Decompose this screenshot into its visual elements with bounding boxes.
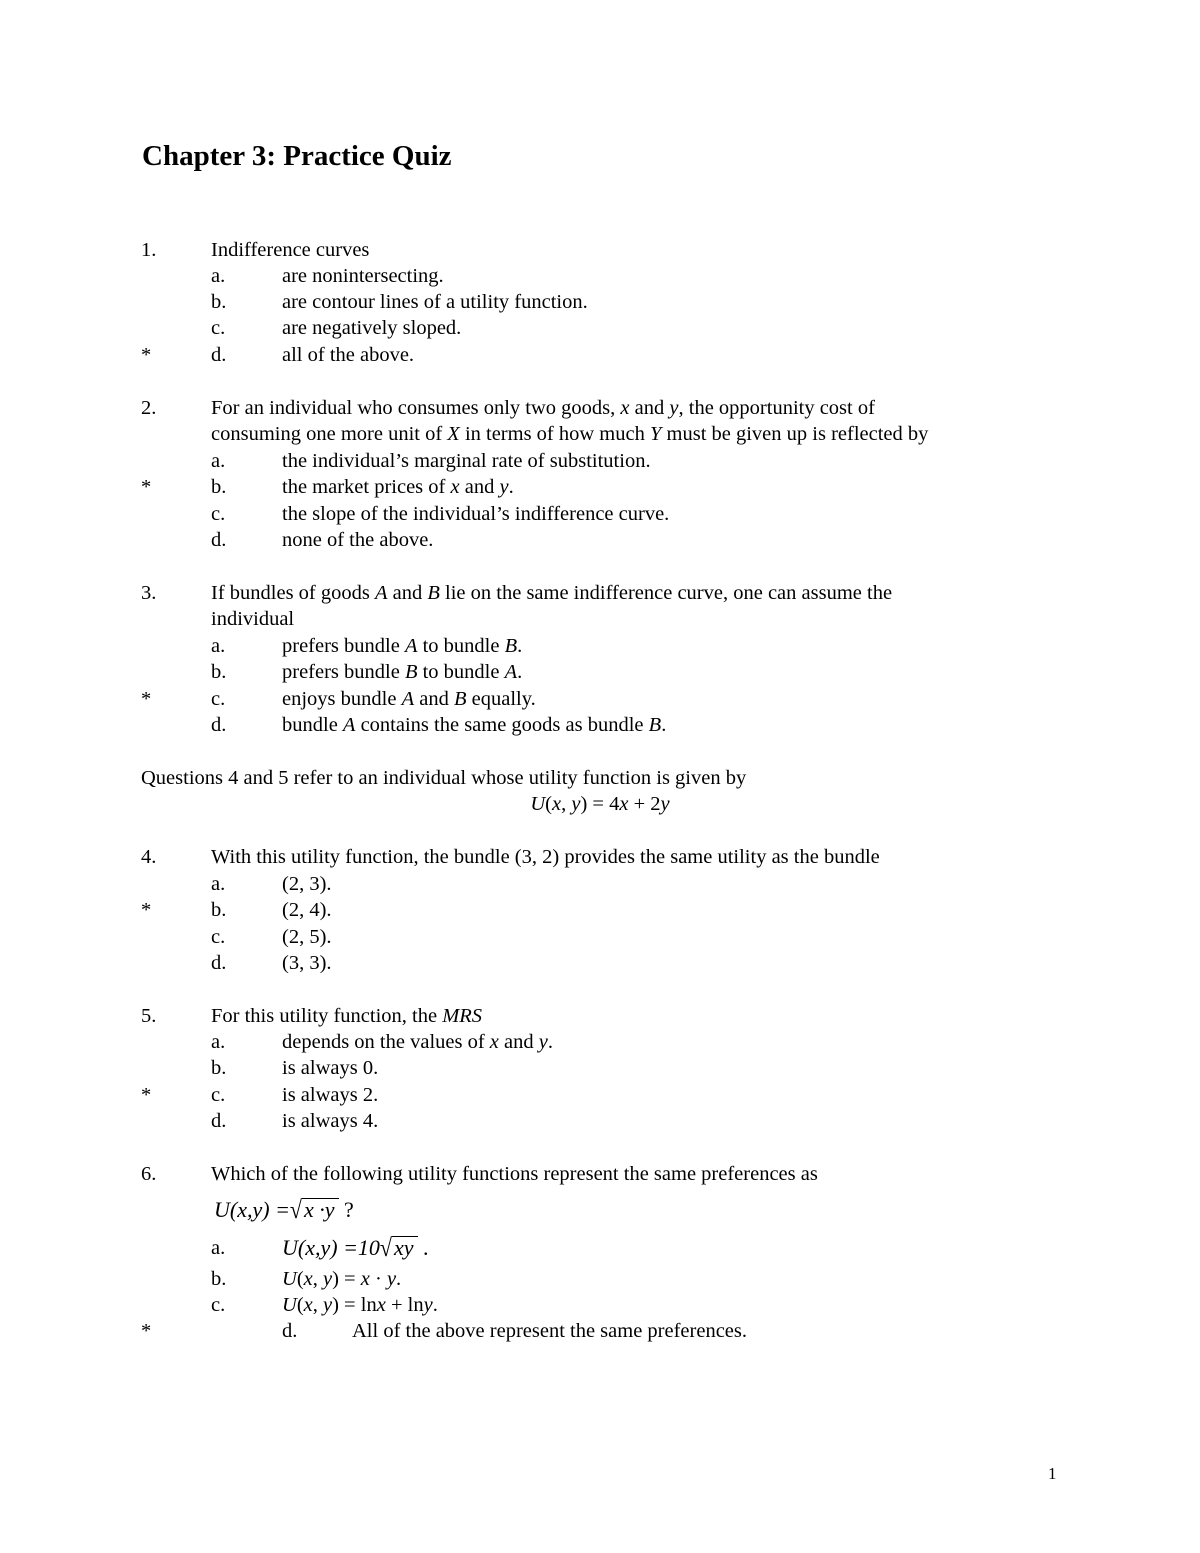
option-1b: b. are contour lines of a utility function. — [211, 291, 588, 313]
question-text: For this utility function, the MRS — [211, 1005, 483, 1027]
question-6 — [0, 1161, 1200, 1187]
option-5d: d. is always 4. — [211, 1110, 379, 1132]
option-2b: * b. the market prices of x and y. — [141, 476, 514, 498]
question-5 — [0, 1003, 1200, 1029]
answer-mark: * — [141, 1320, 152, 1342]
question-1 — [0, 237, 1200, 263]
answer-mark: * — [141, 344, 152, 366]
question-number: 3. — [141, 582, 157, 604]
question-text: Which of the following utility functions represent the same preferences as — [211, 1163, 818, 1185]
answer-mark: * — [141, 1084, 152, 1106]
option-2a: a. the individual’s marginal rate of substitution. — [211, 450, 651, 472]
question-3-cont: individual — [211, 608, 295, 630]
option-5b: b. is always 0. — [211, 1057, 379, 1079]
option-2c: c. the slope of the individual’s indifference curve. — [211, 503, 670, 525]
question-text: If bundles of goods A and B lie on the same indifference curve, one can assume the — [211, 582, 893, 604]
question-4 — [0, 844, 1200, 870]
questions-4-5-intro: Questions 4 and 5 refer to an individual whose utility function is given by — [141, 767, 747, 789]
option-6b: b. U(x, y) = x · y. — [211, 1268, 402, 1290]
answer-mark: * — [141, 476, 152, 498]
question-number: 1. — [141, 239, 157, 261]
option-3d: d. bundle A contains the same goods as bundle B. — [211, 714, 667, 736]
answer-mark: * — [141, 899, 152, 921]
option-1a: a. are nonintersecting. — [211, 265, 444, 287]
question-number: 5. — [141, 1005, 157, 1027]
question-text: For an individual who consumes only two goods, x and y, the opportunity cost of — [211, 397, 875, 419]
utility-formula: U(x, y) = 4x + 2y — [530, 793, 670, 815]
option-4d: d. (3, 3). — [211, 952, 332, 974]
question-text: With this utility function, the bundle (3, 2) provides the same utility as the bundle — [211, 846, 880, 868]
question-text: Indifference curves — [211, 239, 370, 261]
question-number: 4. — [141, 846, 157, 868]
option-2d: d. none of the above. — [211, 529, 434, 551]
option-3b: b. prefers bundle B to bundle A. — [211, 661, 523, 683]
answer-mark: * — [141, 688, 152, 710]
option-3c: * c. enjoys bundle A and B equally. — [141, 688, 536, 710]
option-1d: * d. all of the above. — [141, 344, 415, 366]
question-number: 2. — [141, 397, 157, 419]
option-4c: c. (2, 5). — [211, 926, 332, 948]
option-4a: a. (2, 3). — [211, 873, 332, 895]
option-4b: * b. (2, 4). — [141, 899, 332, 921]
option-5a: a. depends on the values of x and y. — [211, 1031, 553, 1053]
page-title: Chapter 3: Practice Quiz — [142, 140, 452, 172]
option-6a: a. U(x,y) =10√xy . — [0, 1233, 1200, 1263]
option-3a: a. prefers bundle A to bundle B. — [211, 635, 523, 657]
radical-icon: √ — [289, 1195, 302, 1224]
question-number: 6. — [141, 1163, 157, 1185]
question-2 — [0, 395, 1200, 421]
option-5c: * c. is always 2. — [141, 1084, 379, 1106]
page-number: 1 — [1048, 1464, 1057, 1483]
radical-icon: √ — [379, 1233, 392, 1262]
question-2-cont: consuming one more unit of X in terms of how much Y must be given up is reflected by — [211, 423, 929, 445]
question-3 — [0, 580, 1200, 606]
question-6-formula: U(x,y) =√x ·y ? — [0, 1195, 1200, 1225]
option-1c: c. are negatively sloped. — [211, 317, 462, 339]
option-6d: * d. All of the above represent the same preferences. — [141, 1320, 748, 1342]
option-6c: c. U(x, y) = lnx + lny. — [211, 1294, 438, 1316]
